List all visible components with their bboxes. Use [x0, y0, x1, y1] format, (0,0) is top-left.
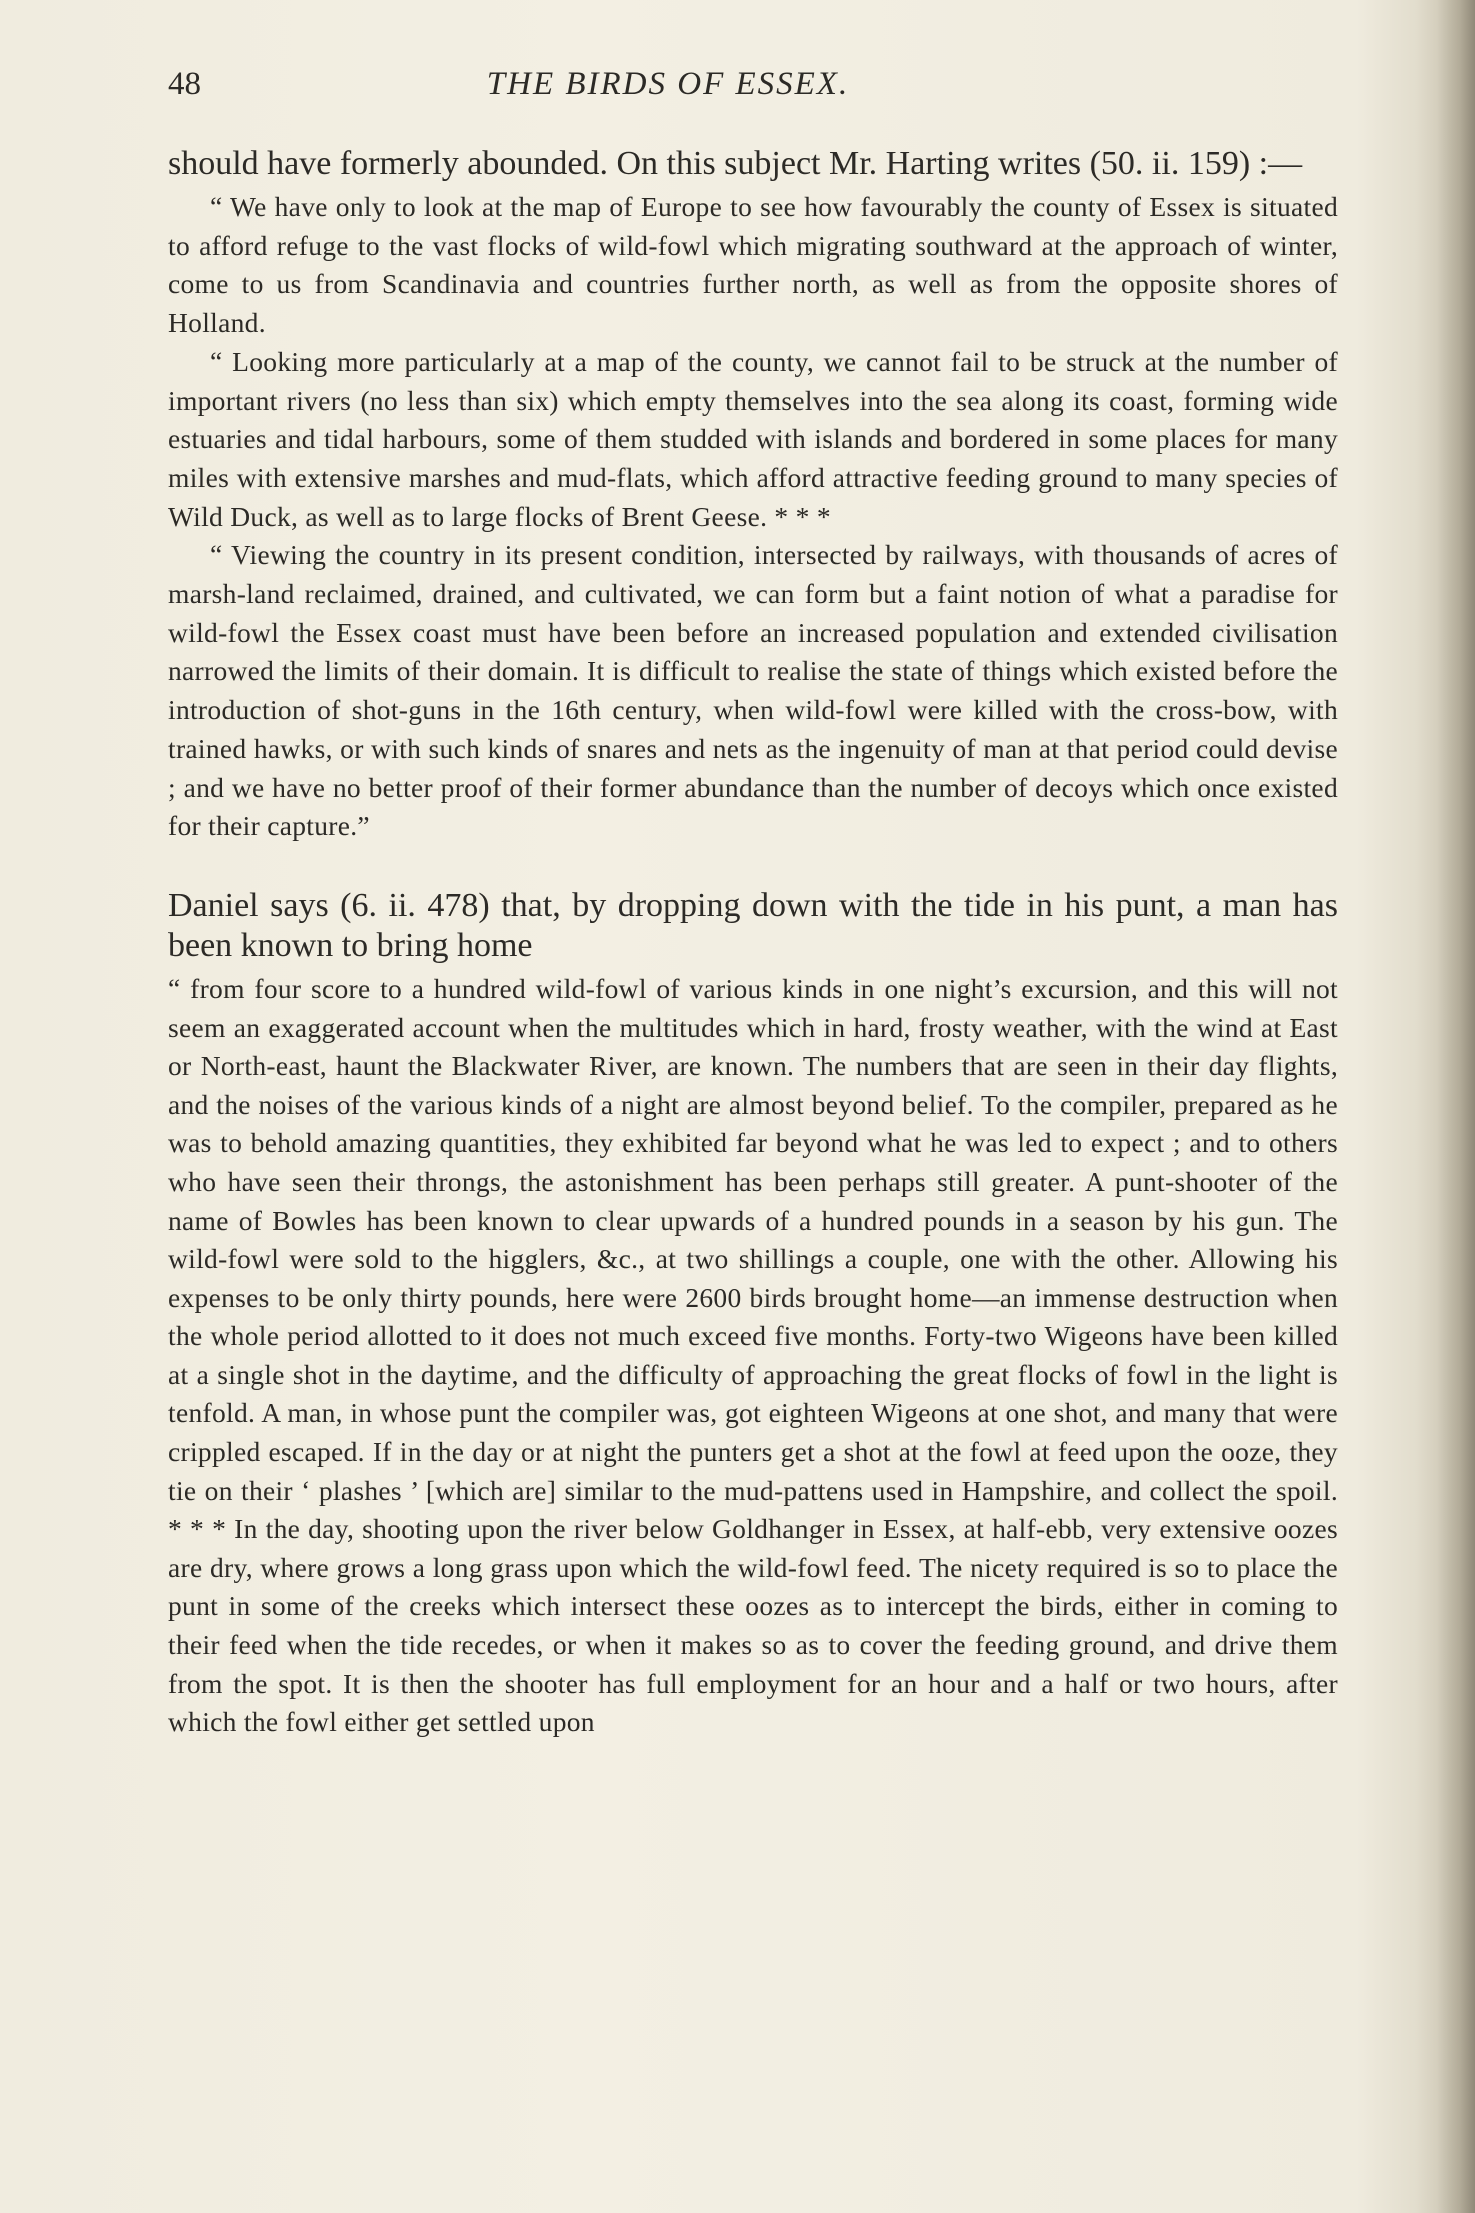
harting-quote-paragraph-2: “ Looking more particularly at a map of the county, we cannot fail to be struck at the number of important rivers (no less than six) which empty themselves into the sea along its coast, forming wide estuaries and tidal harbours, some of them studded with islands and bordered in some places for many miles with extensive marshes and mud-flats, which afford attractive feeding ground to many species of Wild Duck, as well as to large flocks of Brent Geese. * * * — [168, 345, 1338, 532]
page-header — [168, 66, 1338, 116]
page-body — [168, 144, 1338, 1742]
harting-quote-paragraph-1: “ We have only to look at the map of Europe to see how favourably the county of Essex is situated to afford refuge to the vast flocks of wild-fowl which migrating southward at the approach of winter, come to us from Scandinavia and countries further north, as well as from the opposite shores of Holland. — [168, 191, 1338, 339]
running-title: THE BIRDS OF ESSEX. — [486, 66, 850, 102]
intro-paragraph: should have formerly abounded. On this subject Mr. Harting writes (50. ii. 159) :— — [168, 145, 1303, 182]
daniel-paragraph: Daniel says (6. ii. 478) that, by dropping down with the tide in his punt, a man has been known to bring home — [168, 886, 1338, 964]
daniel-quote: “ from four score to a hundred wild-fowl of various kinds in one night’s excursion, and this will not seem an exaggerated account when the multitudes which in hard, frosty weather, with the wind at East or North-east, haunt the Blackwater River, are known. The numbers that are seen in their day flights, and the noises of the various kinds of a night are almost beyond belief. To the compiler, prepared as he was to behold amazing quantities, they exhibited far beyond what he was led to expect ; and to others who have seen their throngs, the astonishment has been perhaps still greater. A punt-shooter of the name of Bowles has been known to clear upwards of a hundred pounds in a season by his gun. The wild-fowl were sold to the higglers, &c., at two shillings a couple, one with the other. Allowing his expenses to be only thirty pounds, here were 2600 birds brought home—an immense destruction when the whole period allotted to it does not much exceed five months. Forty-two Wigeons have been killed at a single shot in the daytime, and the difficulty of approaching the great flocks of fowl in the light is tenfold. A man, in whose punt the compiler was, got eighteen Wigeons at one shot, and many that were crippled escaped. If in the day or at night the punters get a shot at the fowl at feed upon the ooze, they tie on their ‘ plashes ’ [which are] similar to the mud-pattens used in Hampshire, and collect the spoil. * * * In the day, shooting upon the river below Goldhanger in Essex, at half-ebb, very extensive oozes are dry, where grows a long grass upon which the wild-fowl feed. The nicety required is so to place the punt in some of the creeks which intersect these oozes as to intercept the birds, either in coming to their feed when the tide recedes, or when it makes so as to cover the feeding ground, and drive them from the spot. It is then the shooter has full employment for an hour and a half or two hours, after which the fowl either get settled upon — [168, 972, 1338, 1738]
harting-quote-paragraph-3: “ Viewing the country in its present condition, intersected by railways, with thousands of acres of marsh-land reclaimed, drained, and cultivated, we can form but a faint notion of what a paradise for wild-fowl the Essex coast must have been before an increased population and extended civilisation narrowed the limits of their domain. It is difficult to realise the state of things which existed before the introduction of shot-guns in the 16th century, when wild-fowl were killed with the cross-bow, with trained hawks, or with such kinds of snares and nets as the ingenuity of man at that period could devise ; and we have no better proof of their former abundance than the number of decoys which once existed for their capture.” — [168, 539, 1338, 842]
page-number: 48 — [168, 66, 201, 102]
binding-gutter-shadow — [1437, 0, 1475, 2213]
